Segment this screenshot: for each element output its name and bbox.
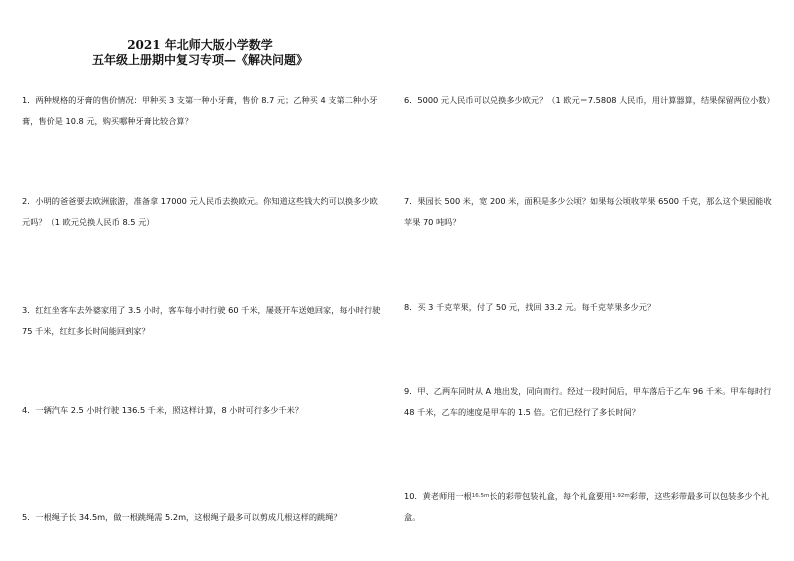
question-10-text-c: 彩带，这些彩带最多可以包装多少个礼盒。 (404, 491, 769, 522)
question-2: 2．小明的爸爸要去欧洲旅游，准备拿 17000 元人民币去换欧元。你知道这些钱大约可以换多少欧元吗？（1 欧元兑换人民币 8.5 元） (22, 196, 378, 227)
question-8: 8．买 3 千克苹果，付了 50 元，找回 33.2 元。每千克苹果多少元？ (404, 302, 656, 312)
question-9: 9．甲、乙两车同时从 A 地出发，同向而行。经过一段时间后，甲车落后于乙车 96 千米。甲车每时行 48 千米，乙车的速度是甲车的 1.5 倍。它们已经行了多长时间？ (404, 386, 772, 417)
ribbon-length: 16.5m (471, 493, 490, 499)
question-10-text-a: 10．黄老师用一根 (404, 491, 472, 501)
worksheet-title: 2021 年北师大版小学数学 (127, 38, 273, 52)
question-4: 4．一辆汽车 2.5 小时行驶 136.5 千米，照这样计算，8 小时可行多少千米？ (22, 405, 303, 415)
question-5: 5．一根绳子长 34.5m，做一根跳绳需 5.2m，这根绳子最多可以剪成几根这样的跳绳？ (22, 512, 342, 522)
question-7: 7．果园长 500 米，宽 200 米，面积是多少公顷？如果每公顷收苹果 6500 千克，那么这个果园能收苹果 70 吨吗？ (404, 196, 772, 227)
question-10 (404, 486, 774, 528)
question-1: 1．两种规格的牙膏的售价情况：甲种买 3 支第一种小牙膏，售价 8.7 元；乙种买 4 支第二种小牙膏，售价是 10.8 元，购买哪种牙膏比较合算？ (22, 95, 378, 126)
question-6: 6．5000 元人民币可以兑换多少欧元？（1 欧元＝7.5808 人民币，用计算器算，结果保留两位小数） (404, 95, 775, 105)
question-3: 3．红红坐客车去外婆家用了 3.5 小时，客车每小时行驶 60 千米，屡聂开车送她回家，每小时行驶 75 千米，红红多长时间能回到家？ (22, 305, 381, 336)
worksheet-subtitle: 五年级上册期中复习专项—《解决问题》 (91, 53, 308, 67)
question-10-text-b: 长的彩带包装礼盒，每个礼盒要用 (489, 491, 613, 501)
ribbon-per-box: 1.92m (612, 493, 630, 499)
